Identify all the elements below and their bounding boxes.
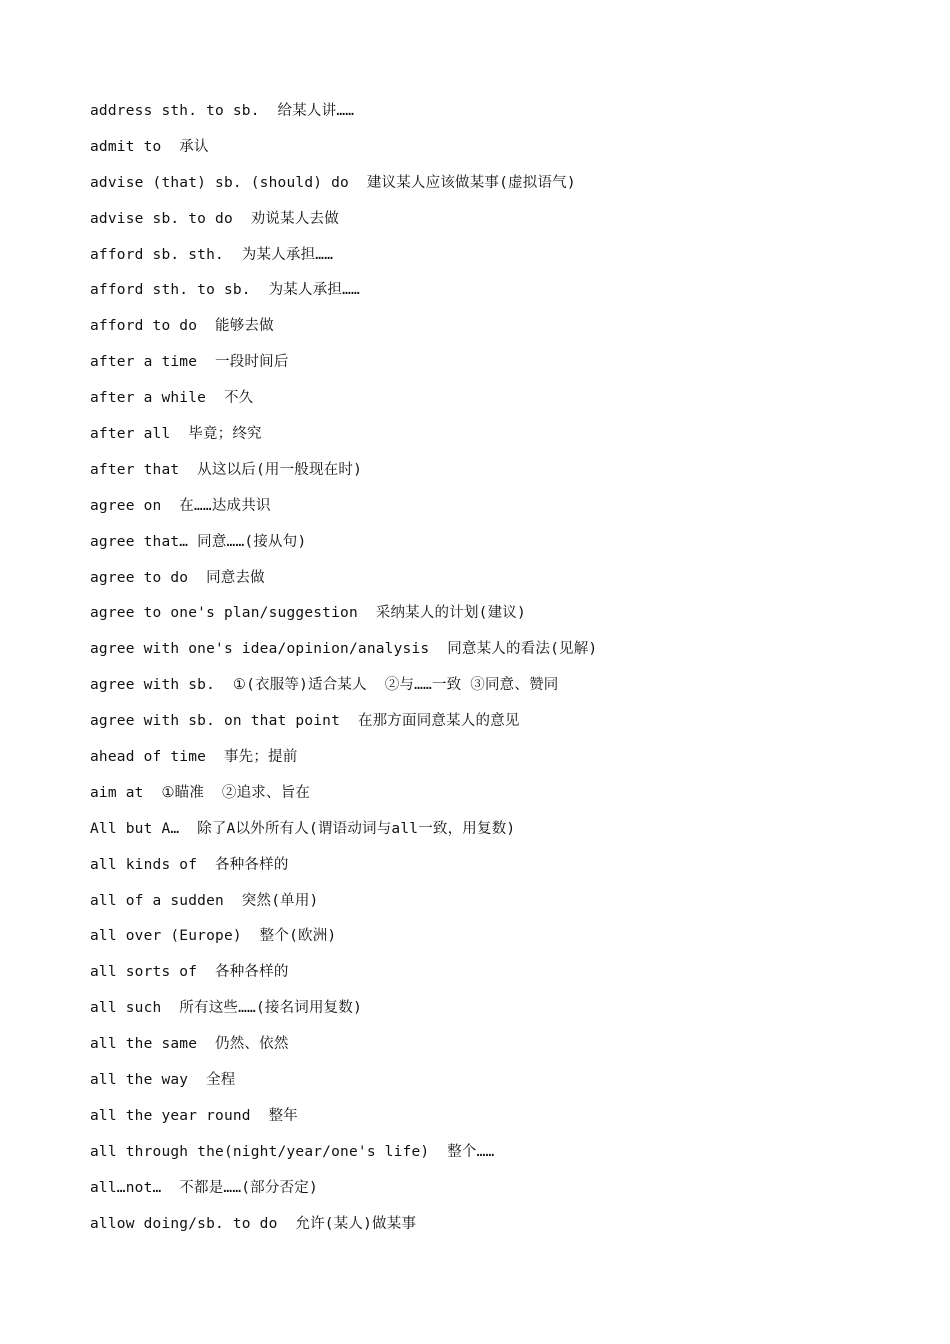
phrase-entry: afford sth. to sb. 为某人承担…… bbox=[90, 282, 360, 299]
phrase-list bbox=[90, 94, 910, 1243]
phrase-entry: all such 所有这些……(接名词用复数) bbox=[90, 1000, 363, 1017]
phrase-entry: all the year round 整年 bbox=[90, 1107, 298, 1124]
phrase-entry: all sorts of 各种各样的 bbox=[90, 964, 289, 981]
phrase-entry: after a while 不久 bbox=[90, 390, 254, 407]
phrase-entry: All but A… 除了A以外所有人(谓语动词与all一致，用复数) bbox=[90, 820, 516, 837]
phrase-entry: advise (that) sb. (should) do 建议某人应该做某事(虚拟语气) bbox=[90, 174, 576, 191]
phrase-entry: all the same 仍然、依然 bbox=[90, 1036, 289, 1053]
phrase-entry: aim at ①瞄准 ②追求、旨在 bbox=[90, 784, 311, 801]
phrase-entry: address sth. to sb. 给某人讲…… bbox=[90, 103, 355, 119]
phrase-entry: agree with sb. on that point 在那方面同意某人的意见 bbox=[90, 713, 520, 730]
phrase-entry: all of a sudden 突然(单用) bbox=[90, 892, 319, 909]
phrase-entry: after all 毕竟；终究 bbox=[90, 426, 262, 443]
phrase-entry: agree to do 同意去做 bbox=[90, 569, 265, 586]
phrase-entry: afford sb. sth. 为某人承担…… bbox=[90, 246, 334, 263]
phrase-entry: all kinds of 各种各样的 bbox=[90, 856, 289, 873]
phrase-entry: agree on 在……达成共识 bbox=[90, 497, 271, 514]
phrase-entry: agree with one's idea/opinion/analysis 同意某人的看法(见解) bbox=[90, 641, 598, 658]
phrase-entry: ahead of time 事先；提前 bbox=[90, 749, 298, 766]
phrase-entry: all…not… 不都是……(部分否定) bbox=[90, 1179, 318, 1196]
phrase-entry: after that 从这以后(用一般现在时) bbox=[90, 461, 363, 478]
phrase-entry: allow doing/sb. to do 允许(某人)做某事 bbox=[90, 1215, 417, 1232]
phrase-entry: advise sb. to do 劝说某人去做 bbox=[90, 210, 339, 227]
phrase-entry: all the way 全程 bbox=[90, 1072, 236, 1089]
phrase-entry: agree to one's plan/suggestion 采纳某人的计划(建议) bbox=[90, 605, 526, 622]
phrase-entry: after a time 一段时间后 bbox=[90, 354, 289, 371]
phrase-entry: agree that… 同意……(接从句) bbox=[90, 533, 307, 550]
phrase-entry: all through the(night/year/one's life) 整个…… bbox=[90, 1143, 495, 1160]
phrase-entry: admit to 承认 bbox=[90, 138, 209, 155]
phrase-entry: all over (Europe) 整个(欧洲) bbox=[90, 928, 337, 945]
phrase-entry: afford to do 能够去做 bbox=[90, 318, 274, 335]
phrase-entry: agree with sb. ①(衣服等)适合某人 ②与……一致 ③同意、赞同 bbox=[90, 677, 559, 694]
